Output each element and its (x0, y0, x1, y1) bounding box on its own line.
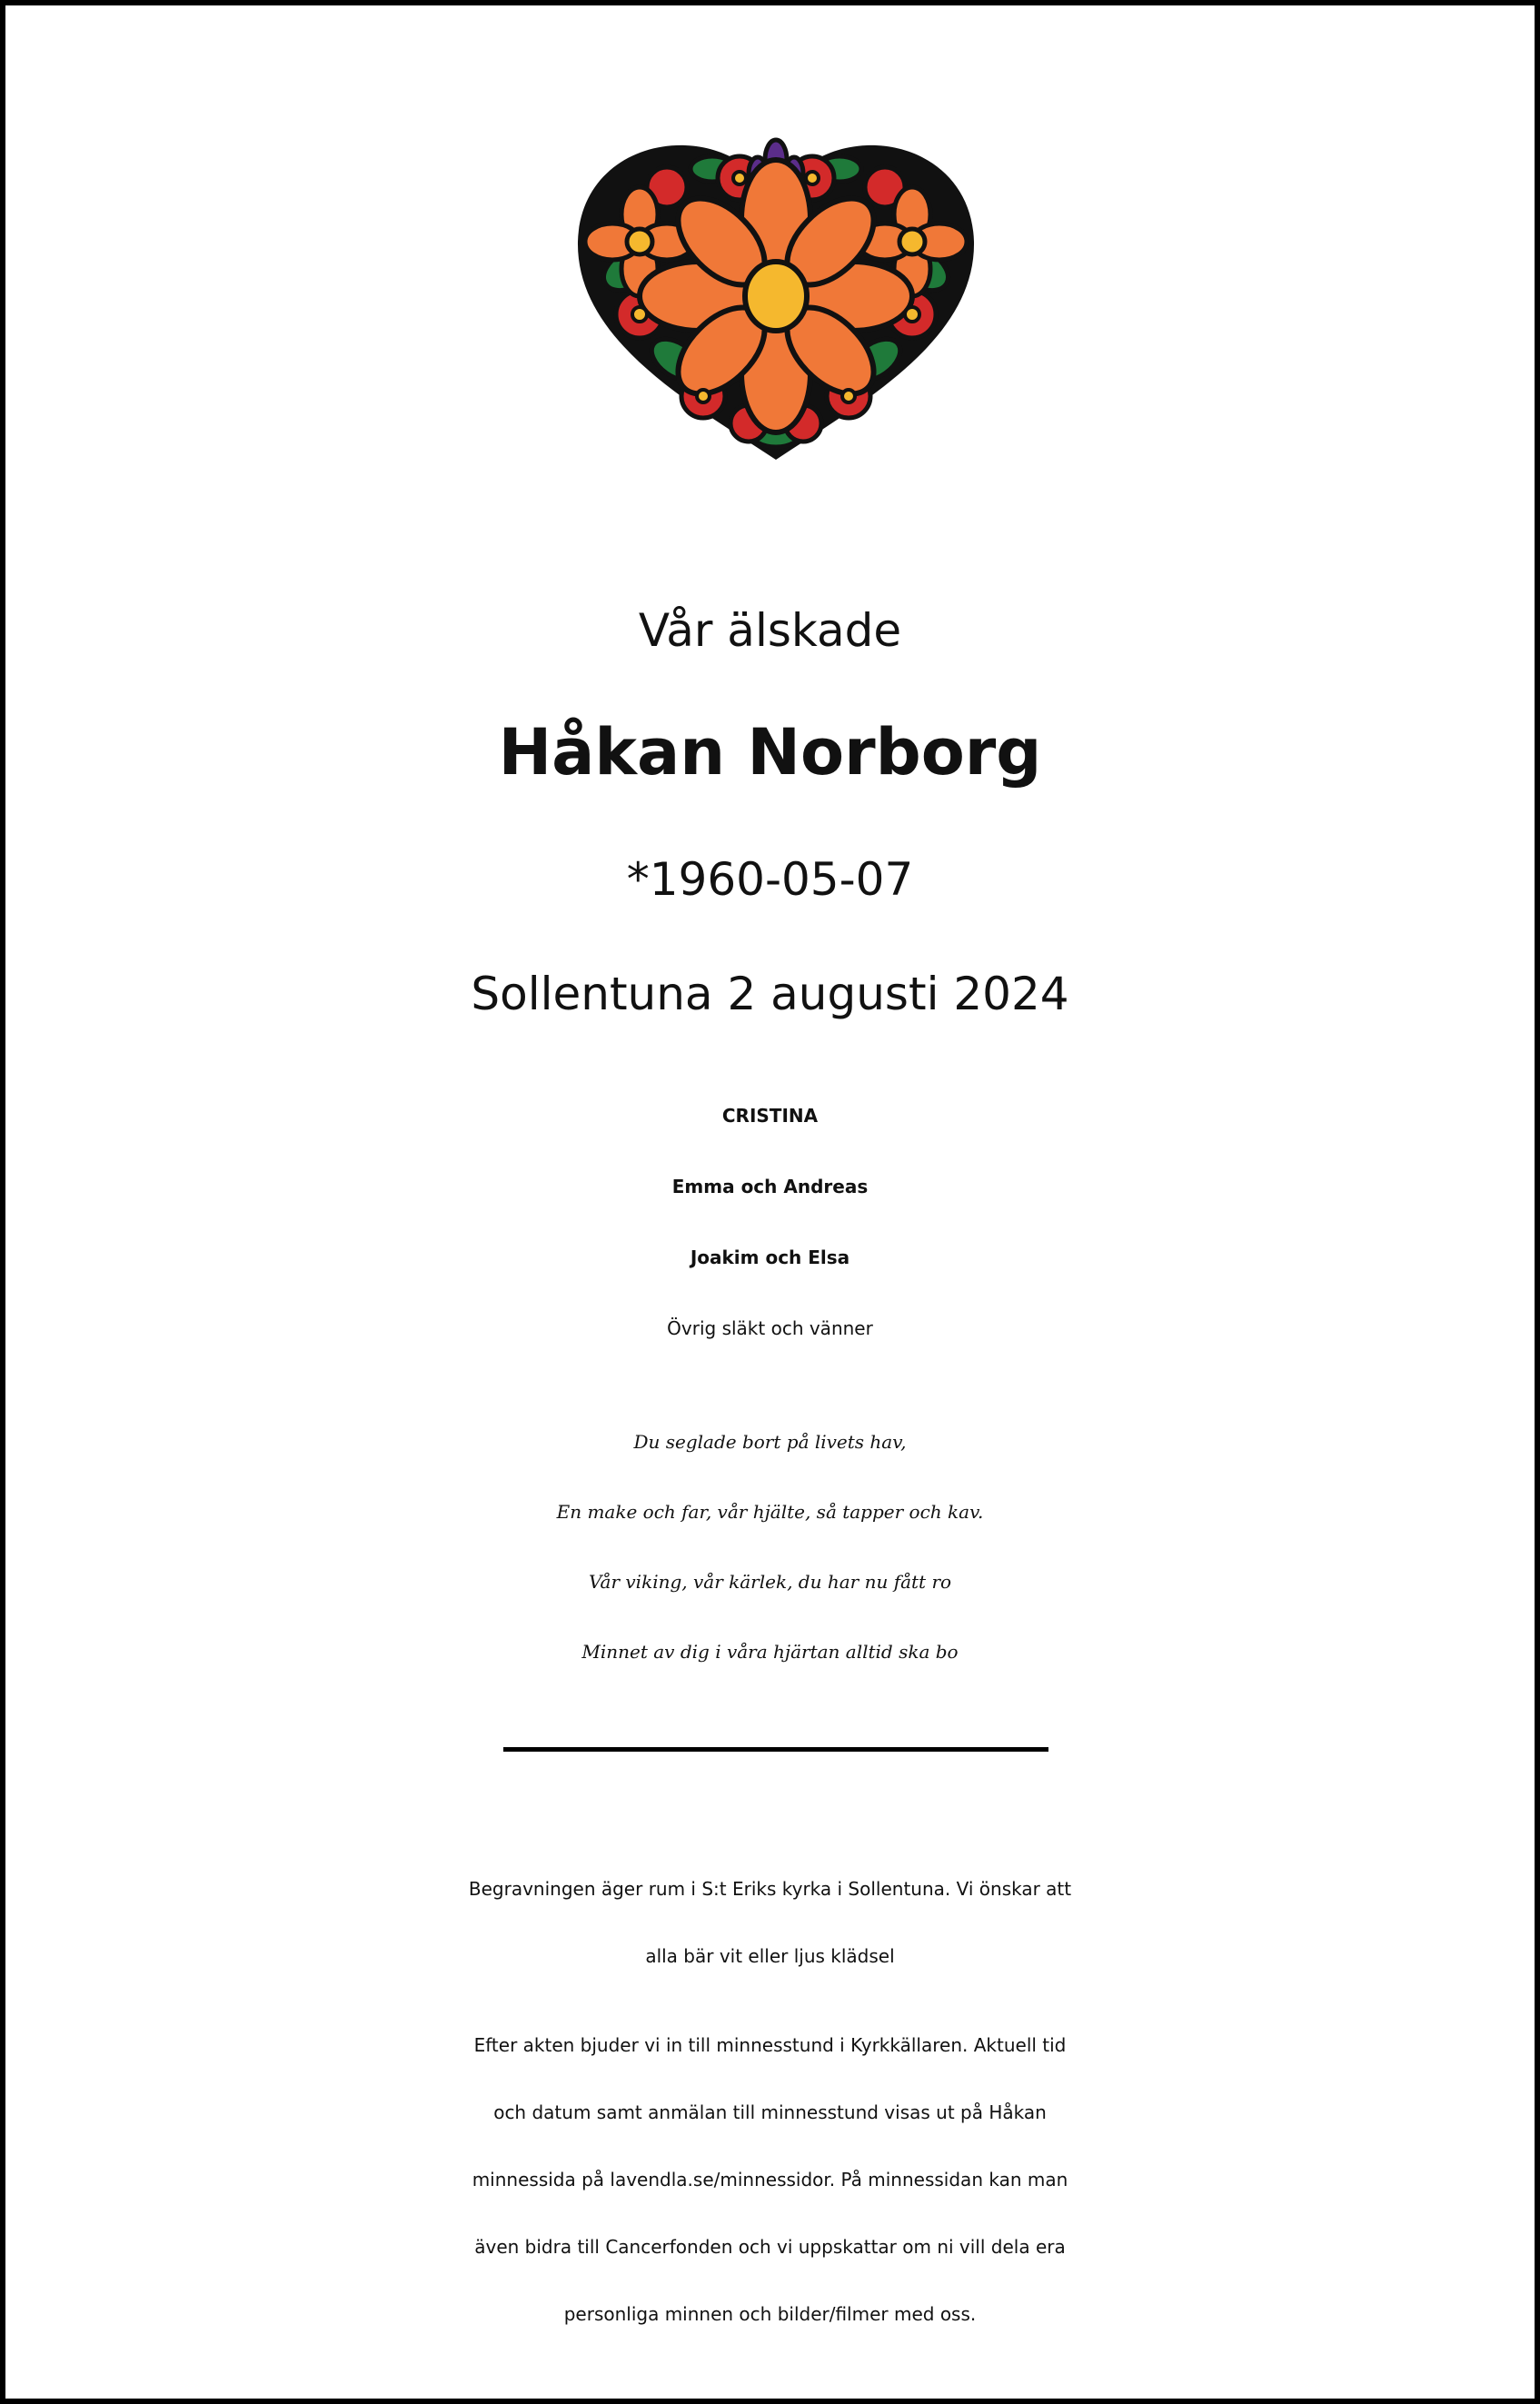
poem-line-1: Du seglade bort på livets hav, (633, 1431, 907, 1453)
poem-line-2: En make och far, vår hjälte, så tapper och kav. (556, 1501, 984, 1523)
flower-heart-icon (567, 133, 985, 478)
memorial-line-4: även bidra till Cancerfonden och vi uppskattar om ni vill dela era (474, 2236, 1066, 2258)
memorial-info (5, 2012, 1535, 2348)
poem-line-3: Vår viking, vår kärlek, du har nu fått ro (588, 1571, 952, 1593)
poem-line-4: Minnet av dig i våra hjärtan alltid ska bo (581, 1641, 959, 1663)
family-line-4: Övrig släkt och vänner (667, 1317, 873, 1339)
memorial-line-2: och datum samt anmälan till minnesstund visas ut på Håkan (493, 2101, 1047, 2123)
funeral-line-2: alla bär vit eller ljus klädsel (645, 1945, 895, 1967)
memorial-line-1: Efter akten bjuder vi in till minnesstund i Kyrkkällaren. Aktuell tid (473, 2034, 1067, 2056)
memorial-line-5: personliga minnen och bilder/filmer med oss. (563, 2303, 977, 2325)
death-place-date: Sollentuna 2 augusti 2024 (471, 968, 1069, 1020)
family-list (5, 1080, 1535, 1364)
deceased-name: Håkan Norborg (498, 715, 1042, 790)
family-line-2: Emma och Andreas (671, 1176, 869, 1197)
divider (503, 1747, 1048, 1752)
funeral-info (5, 1855, 1535, 1990)
poem (5, 1407, 1535, 1687)
funeral-line-1: Begravningen äger rum i S:t Eriks kyrka i Sollentuna. Vi önskar att (468, 1878, 1072, 1900)
intro-text: Vår älskade (638, 604, 902, 657)
birth-date: *1960-05-07 (626, 853, 914, 906)
family-line-3: Joakim och Elsa (690, 1247, 850, 1268)
family-line-1: CRISTINA (721, 1105, 819, 1127)
memorial-line-3: minnessida på lavendla.se/minnessidor. På minnessidan kan man (472, 2169, 1068, 2190)
